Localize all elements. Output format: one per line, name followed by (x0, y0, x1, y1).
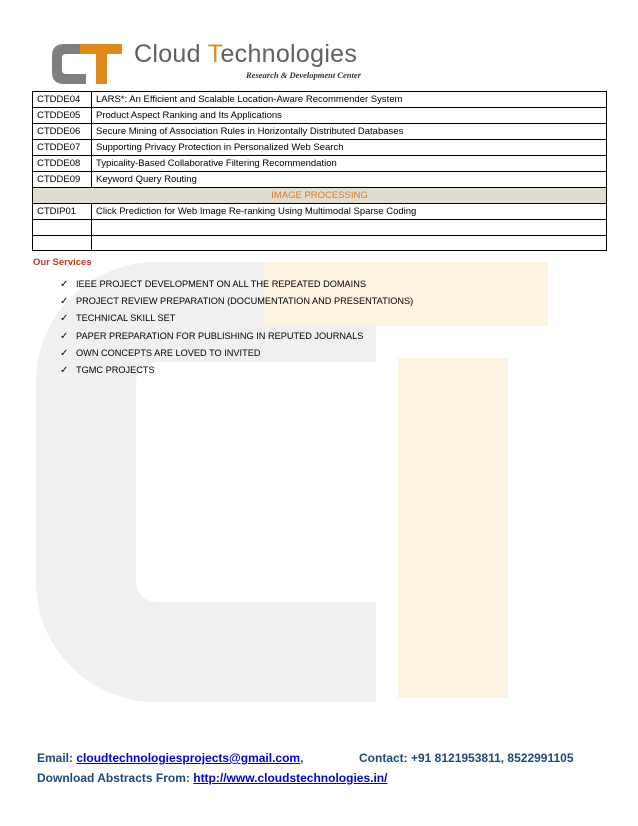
project-title: Supporting Privacy Protection in Personalized Web Search (92, 140, 607, 156)
logo-subtitle: Research & Development Center (246, 70, 361, 80)
services-heading: Our Services (33, 257, 92, 268)
table-row (33, 124, 607, 140)
project-code: CTDDE05 (33, 108, 92, 124)
checkmark-icon: ✓ (60, 313, 69, 325)
project-code: CTDDE07 (33, 140, 92, 156)
project-title (92, 220, 607, 236)
project-title: Click Prediction for Web Image Re-ranking Using Multimodal Sparse Coding (92, 204, 607, 220)
table-row (33, 140, 607, 156)
table-row (33, 156, 607, 172)
project-code: CTDDE04 (33, 92, 92, 108)
table-row (33, 108, 607, 124)
project-code: CTDDE08 (33, 156, 92, 172)
email-link[interactable]: cloudtechnologiesprojects@gmail.com (76, 751, 301, 765)
list-item: ✓ OWN CONCEPTS ARE LOVED TO INVITED (60, 345, 413, 362)
watermark-t-stem (398, 358, 508, 698)
project-code: CTDIP01 (33, 204, 92, 220)
section-header-row (33, 188, 607, 204)
project-title: Keyword Query Routing (92, 172, 607, 188)
project-code: CTDDE09 (33, 172, 92, 188)
ct-logo-icon (50, 42, 124, 86)
checkmark-icon: ✓ (60, 330, 69, 342)
checkmark-icon: ✓ (60, 347, 69, 359)
table-row (33, 235, 607, 251)
list-item: ✓ TGMC PROJECTS (60, 362, 413, 379)
services-list (60, 276, 413, 379)
website-link[interactable]: http://www.cloudstechnologies.in/ (193, 771, 388, 785)
project-table (32, 91, 607, 251)
section-title: IMAGE PROCESSING (33, 188, 607, 204)
footer-download-line: Download Abstracts From: http://www.cloudstechnologies.in/ (37, 771, 388, 785)
table-row (33, 92, 607, 108)
table-row (33, 220, 607, 236)
checkmark-icon: ✓ (60, 364, 69, 376)
project-title: LARS*: An Efficient and Scalable Location-Aware Recommender System (92, 92, 607, 108)
project-code: CTDDE06 (33, 124, 92, 140)
list-item: ✓ IEEE PROJECT DEVELOPMENT ON ALL THE REPEATED DOMAINS (60, 276, 413, 293)
project-title: Typicality-Based Collaborative Filtering Recommendation (92, 156, 607, 172)
table-row (33, 172, 607, 188)
checkmark-icon: ✓ (60, 279, 69, 290)
project-title: Secure Mining of Association Rules in Horizontally Distributed Databases (92, 124, 607, 140)
table-row (33, 204, 607, 220)
list-item: ✓ PROJECT REVIEW PREPARATION (DOCUMENTATION AND PRESENTATIONS) (60, 293, 413, 310)
footer-email-line: Email: cloudtechnologiesprojects@gmail.com, (37, 751, 304, 765)
checkmark-icon: ✓ (60, 296, 69, 308)
list-item: ✓ PAPER PREPARATION FOR PUBLISHING IN REPUTED JOURNALS (60, 328, 413, 345)
company-logo (50, 42, 380, 86)
logo-title: Cloud Technologies (134, 40, 358, 68)
project-title (92, 235, 607, 251)
project-title: Product Aspect Ranking and Its Applications (92, 108, 607, 124)
project-code (33, 235, 92, 251)
project-code (33, 220, 92, 236)
footer-contact: Contact: +91 8121953811, 8522991105 (359, 751, 574, 765)
list-item: ✓ TECHNICAL SKILL SET (60, 310, 413, 327)
